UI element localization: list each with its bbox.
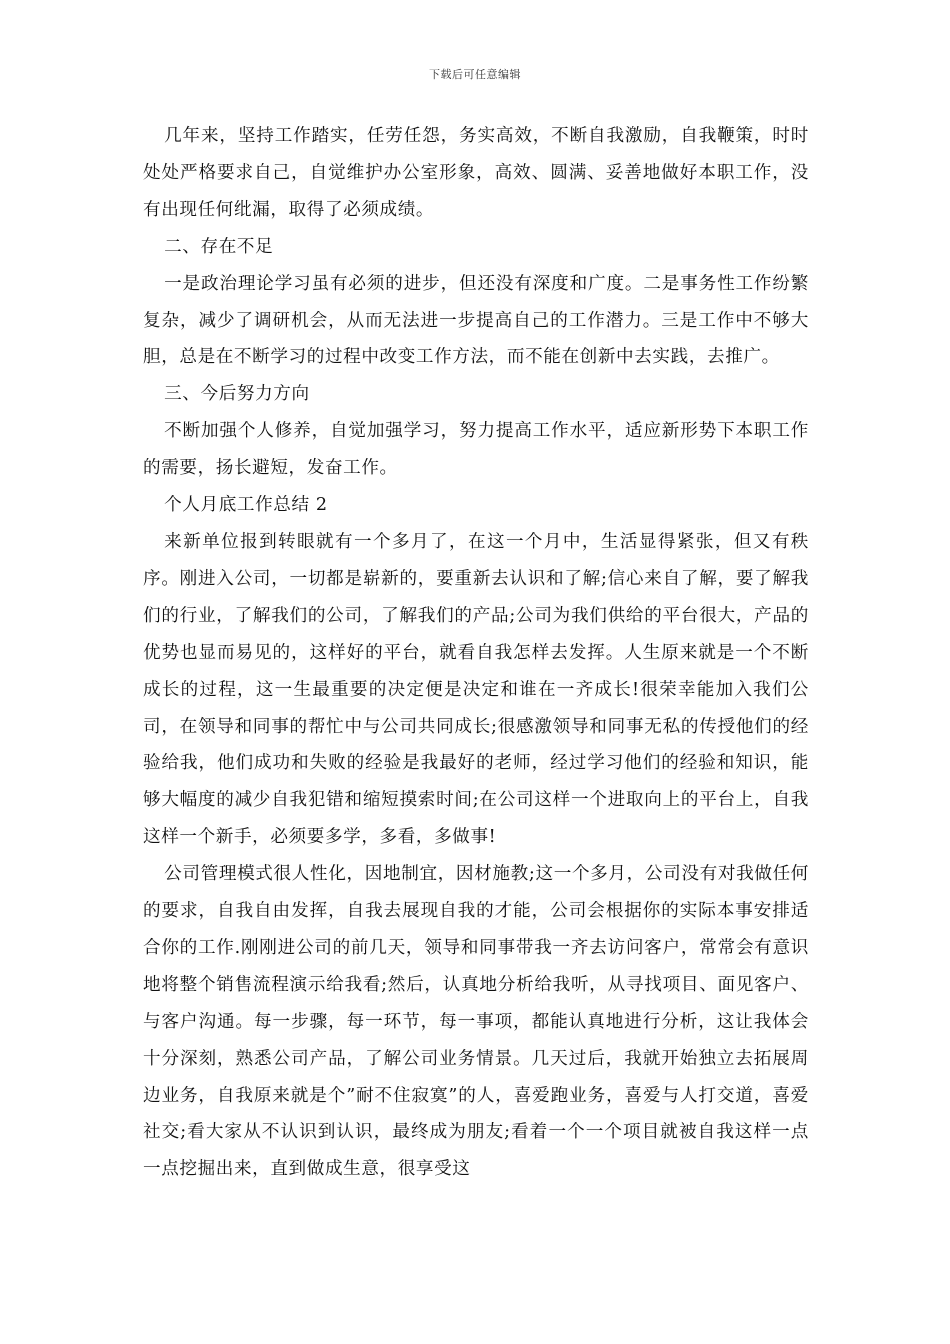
paragraph-new-job: 来新单位报到转眼就有一个多月了，在这一个月中，生活显得紧张，但又有秩序。刚进入公司，一切都是崭新的，要重新去认识和了解;信心来自了解，要了解我们的行业，了解我们的公司，了解我们的产品;公司为我们供给的平台很大，产品的优势也显而易见的，这样好的平台，就看自我怎样去发挥。人生原来就是一个不断成长的过程，这一生最重要的决定便是决定和谁在一齐成长!很荣幸能加入我们公司，在领导和同事的帮忙中与公司共同成长;很感激领导和同事无私的传授他们的经验给我，他们成功和失败的经验是我最好的老师，经过学习他们的经验和知识，能够大幅度的减少自我犯错和缩短摸索时间;在公司这样一个进取向上的平台上，自我这样一个新手，必须要多学，多看，多做事! [143, 531, 809, 848]
page-header-note: 下载后可任意编辑 [429, 68, 521, 81]
section-heading-shortcomings: 二、存在不足 [164, 236, 274, 257]
paragraph-future-direction: 不断加强个人修养，自觉加强学习，努力提高工作水平，适应新形势下本职工作的需要，扬长避短，发奋工作。 [143, 421, 809, 479]
document-body [143, 118, 809, 1188]
paragraph-management-mode: 公司管理模式很人性化，因地制宜，因材施教;这一个多月，公司没有对我做任何的要求，自我自由发挥，自我去展现自我的才能，公司会根据你的实际本事安排适合你的工作.刚刚进公司的前几天，领导和同事带我一齐去访问客户，常常会有意识地将整个销售流程演示给我看;然后，认真地分析给我听，从寻找项目、面见客户、与客户沟通。每一步骤，每一环节，每一事项，都能认真地进行分析，这让我体会十分深刻，熟悉公司产品，了解公司业务情景。几天过后，我就开始独立去拓展周边业务，自我原来就是个”耐不住寂寞”的人，喜爱跑业务，喜爱与人打交道，喜爱社交;看大家从不认识到认识，最终成为朋友;看着一个一个项目就被自我这样一点一点挖掘出来，直到做成生意，很享受这 [143, 864, 809, 1180]
paragraph-shortcomings: 一是政治理论学习虽有必须的进步，但还没有深度和广度。二是事务性工作纷繁复杂，减少了调研机会，从而无法进一步提高自己的工作潜力。三是工作中不够大胆，总是在不断学习的过程中改变工作方法，而不能在创新中去实践，去推广。 [143, 273, 809, 368]
section-heading-future-direction: 三、今后努力方向 [164, 384, 310, 405]
article-title-summary-2: 个人月底工作总结 2 [164, 495, 328, 516]
paragraph-summary: 几年来，坚持工作踏实，任劳任怨，务实高效，不断自我激励，自我鞭策，时时处处严格要求自己，自觉维护办公室形象，高效、圆满、妥善地做好本职工作，没有出现任何纰漏，取得了必须成绩。 [143, 126, 809, 220]
